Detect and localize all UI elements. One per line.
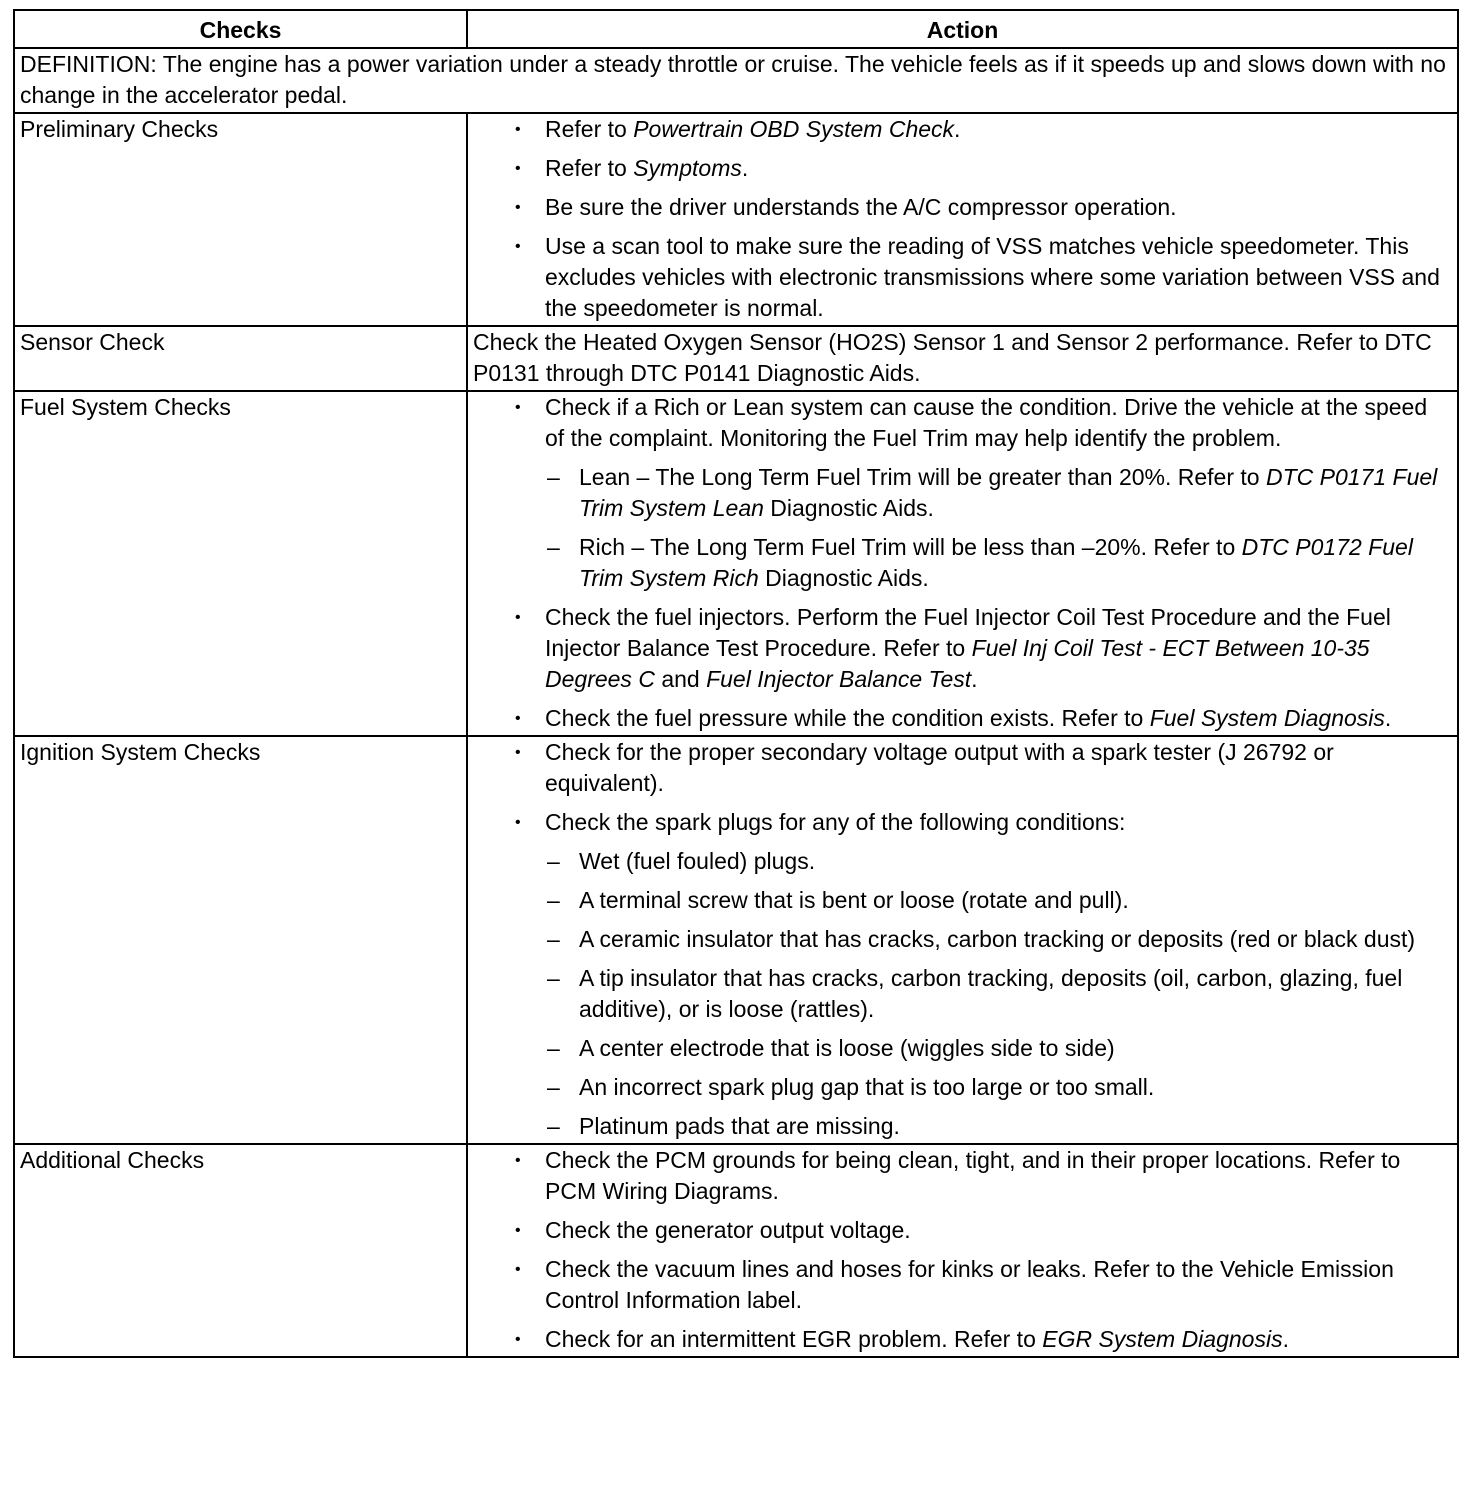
row-action — [467, 113, 1458, 326]
bullet-item: • Check if a Rich or Lean system can cause the condition. Drive the vehicle at the speed of the complaint. Monitoring the Fuel Trim may help identify the problem. – Lean – The Long Term Fuel Trim will be greater than 20%. Refer to DTC P0171 Fuel Trim System Lean Diagnostic Aids. – Rich – The Long Term Fuel Trim will be less than –20%. Refer to DTC P0172 Fuel Trim System Rich Diagnostic Aids. — [473, 392, 1451, 594]
dash-item: – Platinum pads that are missing. — [545, 1111, 1451, 1142]
bullet-item: • Check the PCM grounds for being clean, tight, and in their proper locations. Refer to PCM Wiring Diagrams. — [473, 1145, 1451, 1207]
bullet-item: • Check the vacuum lines and hoses for kinks or leaks. Refer to the Vehicle Emission Control Information label. — [473, 1254, 1451, 1316]
bullet-item: • Check the spark plugs for any of the following conditions: – Wet (fuel fouled) plugs. – A terminal screw that is bent or loose (rotate and pull). – A ceramic insulator that has cracks, carbon tracking or deposits (red or black dust) – A tip insulator that has cracks, carbon tracking, deposits (oil, carbon, glazing, fuel additive), or is loose (rattles). – A center electrode that is loose (wiggles side to side) – An incorrect spark plug gap that is too large or too small. – Platinum pads that are missing. — [473, 807, 1451, 1142]
dash-item: – A ceramic insulator that has cracks, carbon tracking or deposits (red or black dust) — [545, 924, 1451, 955]
dash-item: – A center electrode that is loose (wiggles side to side) — [545, 1033, 1451, 1064]
dash-item: – Wet (fuel fouled) plugs. — [545, 846, 1451, 877]
dash-item: – A terminal screw that is bent or loose (rotate and pull). — [545, 885, 1451, 916]
table-row — [14, 391, 1458, 736]
bullet-item: • Refer to Symptoms. — [473, 153, 1451, 184]
bullet-item: • Be sure the driver understands the A/C compressor operation. — [473, 192, 1451, 223]
row-action: Check the Heated Oxygen Sensor (HO2S) Sensor 1 and Sensor 2 performance. Refer to DTC P0131 through DTC P0141 Diagnostic Aids. — [467, 326, 1458, 391]
dash-item: – A tip insulator that has cracks, carbon tracking, deposits (oil, carbon, glazing, fuel additive), or is loose (rattles). — [545, 963, 1451, 1025]
bullet-item: • Use a scan tool to make sure the reading of VSS matches vehicle speedometer. This excludes vehicles with electronic transmissions where some variation between VSS and the speedometer is normal. — [473, 231, 1451, 324]
bullet-item: • Refer to Powertrain OBD System Check. — [473, 114, 1451, 145]
table-row — [14, 736, 1458, 1144]
definition-row — [14, 48, 1458, 113]
table-row — [14, 113, 1458, 326]
row-label: Additional Checks — [14, 1144, 467, 1357]
bullet-item: • Check for an intermittent EGR problem. Refer to EGR System Diagnosis. — [473, 1324, 1451, 1355]
row-action — [467, 736, 1458, 1144]
dash-item: – Lean – The Long Term Fuel Trim will be greater than 20%. Refer to DTC P0171 Fuel Trim System Lean Diagnostic Aids. — [545, 462, 1451, 524]
row-action — [467, 1144, 1458, 1357]
row-action — [467, 391, 1458, 736]
dash-item: – Rich – The Long Term Fuel Trim will be less than –20%. Refer to DTC P0172 Fuel Trim System Rich Diagnostic Aids. — [545, 532, 1451, 594]
bullet-item: • Check the fuel injectors. Perform the Fuel Injector Coil Test Procedure and the Fuel Injector Balance Test Procedure. Refer to Fuel Inj Coil Test - ECT Between 10-35 Degrees C and Fuel Injector Balance Test. — [473, 602, 1451, 695]
bullet-item: • Check for the proper secondary voltage output with a spark tester (J 26792 or equivalent). — [473, 737, 1451, 799]
dash-item: – An incorrect spark plug gap that is too large or too small. — [545, 1072, 1451, 1103]
diagnostic-table — [13, 9, 1459, 1358]
table-row — [14, 1144, 1458, 1357]
row-label: Fuel System Checks — [14, 391, 467, 736]
header-action: Action — [467, 10, 1458, 48]
table-row — [14, 326, 1458, 391]
definition-text: DEFINITION: The engine has a power variation under a steady throttle or cruise. The vehicle feels as if it speeds up and slows down with no change in the accelerator pedal. — [14, 48, 1458, 113]
bullet-item: • Check the generator output voltage. — [473, 1215, 1451, 1246]
row-label: Ignition System Checks — [14, 736, 467, 1144]
row-label: Preliminary Checks — [14, 113, 467, 326]
header-checks: Checks — [14, 10, 467, 48]
header-row — [14, 10, 1458, 48]
bullet-item: • Check the fuel pressure while the condition exists. Refer to Fuel System Diagnosis. — [473, 703, 1451, 734]
row-label: Sensor Check — [14, 326, 467, 391]
